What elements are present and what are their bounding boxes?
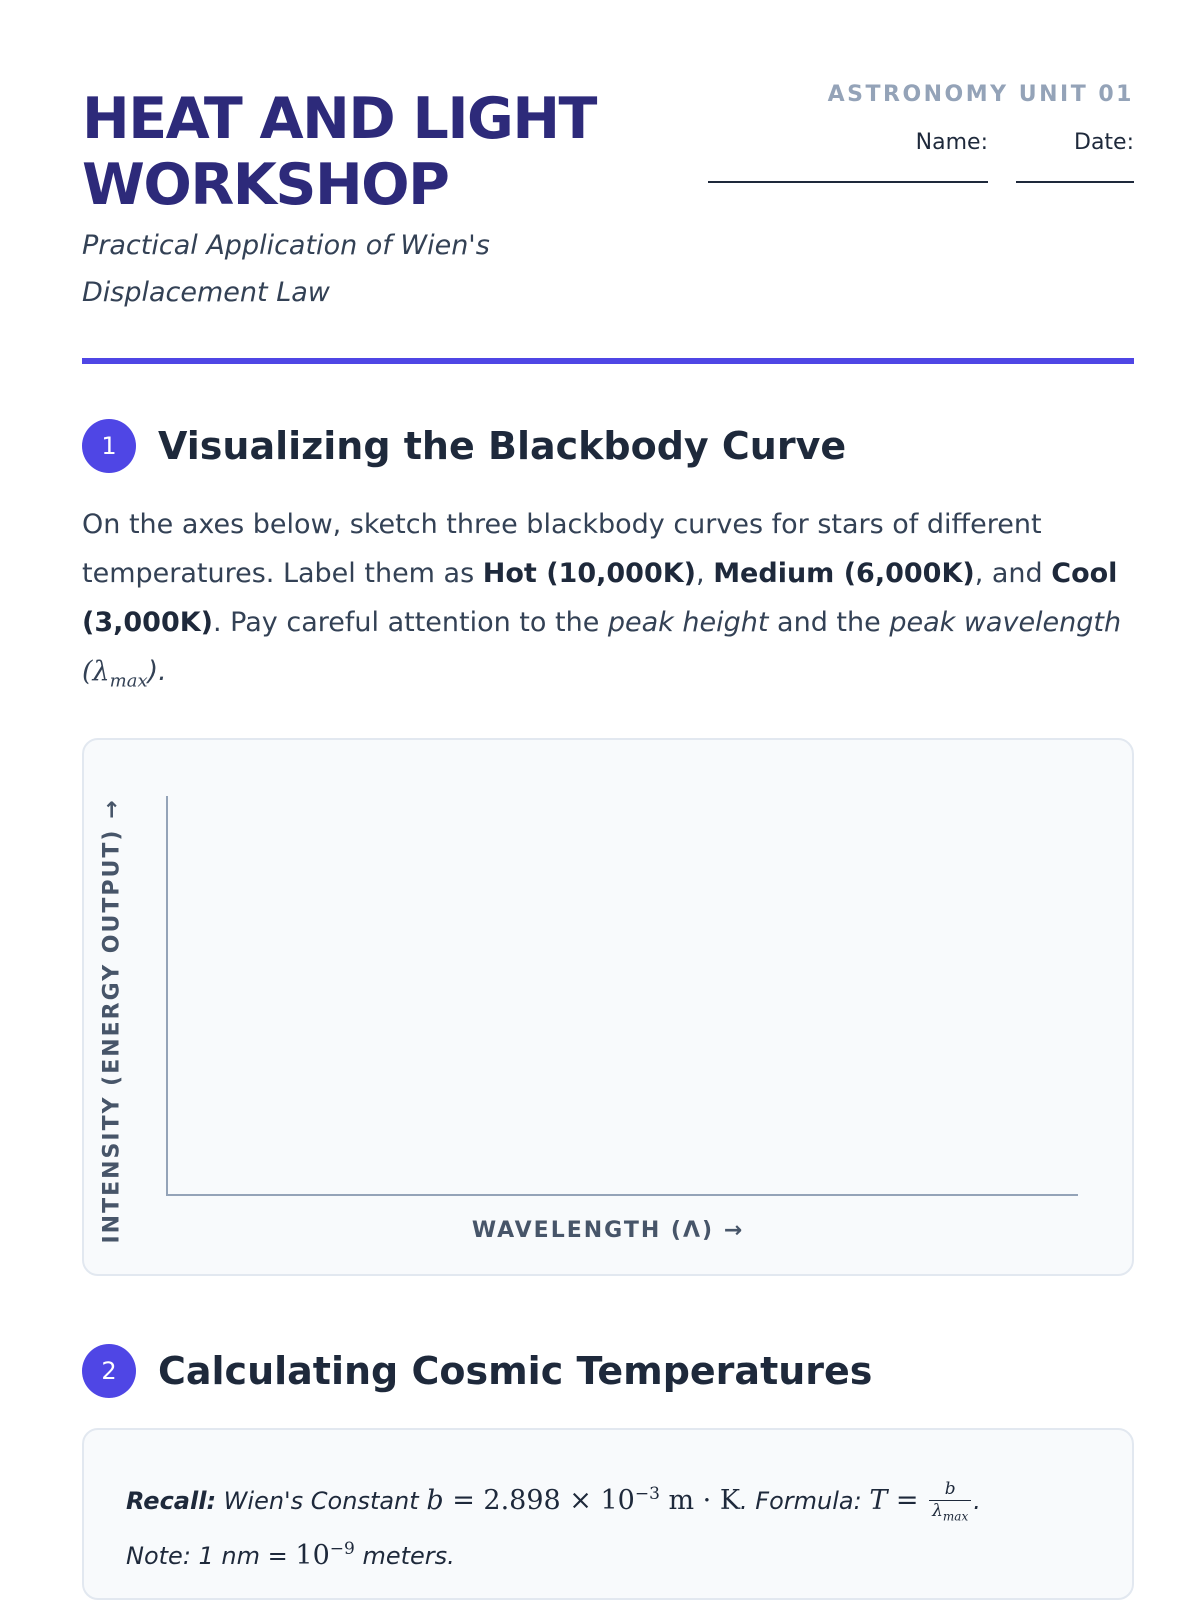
- name-label: Name:: [915, 130, 988, 155]
- y-axis-line: [166, 796, 168, 1194]
- b-symbol: b: [426, 1485, 444, 1516]
- blackbody-sketch-area[interactable]: [82, 738, 1134, 1276]
- constant-exponent: −3: [634, 1484, 660, 1504]
- lambda-subscript: max: [109, 670, 148, 692]
- label-cool: Cool (3,000K): [82, 558, 1118, 638]
- peak-wavelength-emphasis: peak wavelength: [889, 607, 1122, 638]
- recall-text-1: Wien's Constant: [216, 1487, 427, 1515]
- title-line-1: HEAT AND LIGHT: [82, 86, 596, 152]
- recall-text: [126, 1470, 1106, 1580]
- date-field[interactable]: [1016, 130, 1134, 183]
- label-medium: Medium (6,000K): [713, 558, 975, 589]
- x-axis-label: WAVELENGTH (Λ) →: [471, 1218, 745, 1243]
- formula-equals: =: [887, 1485, 928, 1516]
- worksheet-title: [82, 86, 702, 218]
- denominator-lambda: λ: [932, 1500, 943, 1521]
- section-1-heading: [82, 419, 846, 473]
- name-field[interactable]: [708, 130, 988, 183]
- section-1-instructions: [82, 500, 1142, 705]
- unit-label: ASTRONOMY UNIT 01: [827, 82, 1134, 107]
- instr-text-2: . Pay careful attention to the: [213, 607, 608, 638]
- denominator-subscript: max: [942, 1509, 969, 1524]
- instr-sep-1: ,: [696, 558, 714, 589]
- recall-box: [82, 1428, 1134, 1600]
- x-axis-line: [166, 1194, 1078, 1196]
- constant-unit: m · K: [659, 1485, 741, 1516]
- section-1-title: Visualizing the Blackbody Curve: [158, 424, 847, 468]
- t-symbol: T: [869, 1485, 888, 1516]
- instr-text-3: and the: [768, 607, 890, 638]
- section-2-title: Calculating Cosmic Temperatures: [158, 1349, 873, 1393]
- note-text: Note: 1 nm =: [126, 1542, 296, 1570]
- wien-formula: [869, 1478, 973, 1524]
- title-line-2: WORKSHOP: [82, 152, 449, 218]
- note-exponent: −9: [329, 1539, 355, 1559]
- peak-height-emphasis: peak height: [607, 607, 769, 638]
- section-2-heading: [82, 1344, 872, 1398]
- wien-constant: [426, 1485, 740, 1516]
- recall-label: Recall:: [126, 1487, 217, 1515]
- y-axis-label: INTENSITY (ENERGY OUTPUT) →: [99, 798, 125, 1244]
- formula-fraction: [929, 1478, 971, 1524]
- recall-text-2: . Formula:: [740, 1487, 870, 1515]
- date-label: Date:: [1074, 130, 1134, 155]
- fraction-denominator: [929, 1500, 971, 1522]
- note-base: 10: [295, 1540, 330, 1571]
- header-divider: [82, 358, 1134, 364]
- lambda-symbol: (λ: [82, 656, 110, 687]
- note-end: meters.: [354, 1542, 455, 1570]
- fraction-numerator: b: [944, 1478, 956, 1499]
- section-2-number-badge: 2: [82, 1344, 136, 1398]
- lambda-close: ).: [147, 656, 167, 687]
- worksheet-header: [82, 0, 1134, 364]
- section-1-number-badge: 1: [82, 419, 136, 473]
- worksheet-subtitle: Practical Application of Wien's Displacement Law: [82, 230, 490, 308]
- constant-value: = 2.898 × 10: [443, 1485, 635, 1516]
- name-blank-line[interactable]: [708, 181, 988, 183]
- label-hot: Hot (10,000K): [482, 558, 697, 589]
- instr-text-1: On the axes below, sketch three blackbody curves for stars of different temperatures. Label them as: [82, 509, 1042, 589]
- date-blank-line[interactable]: [1016, 181, 1134, 183]
- recall-text-3: .: [973, 1487, 981, 1515]
- note-power: [295, 1540, 354, 1571]
- instr-sep-2: , and: [974, 558, 1052, 589]
